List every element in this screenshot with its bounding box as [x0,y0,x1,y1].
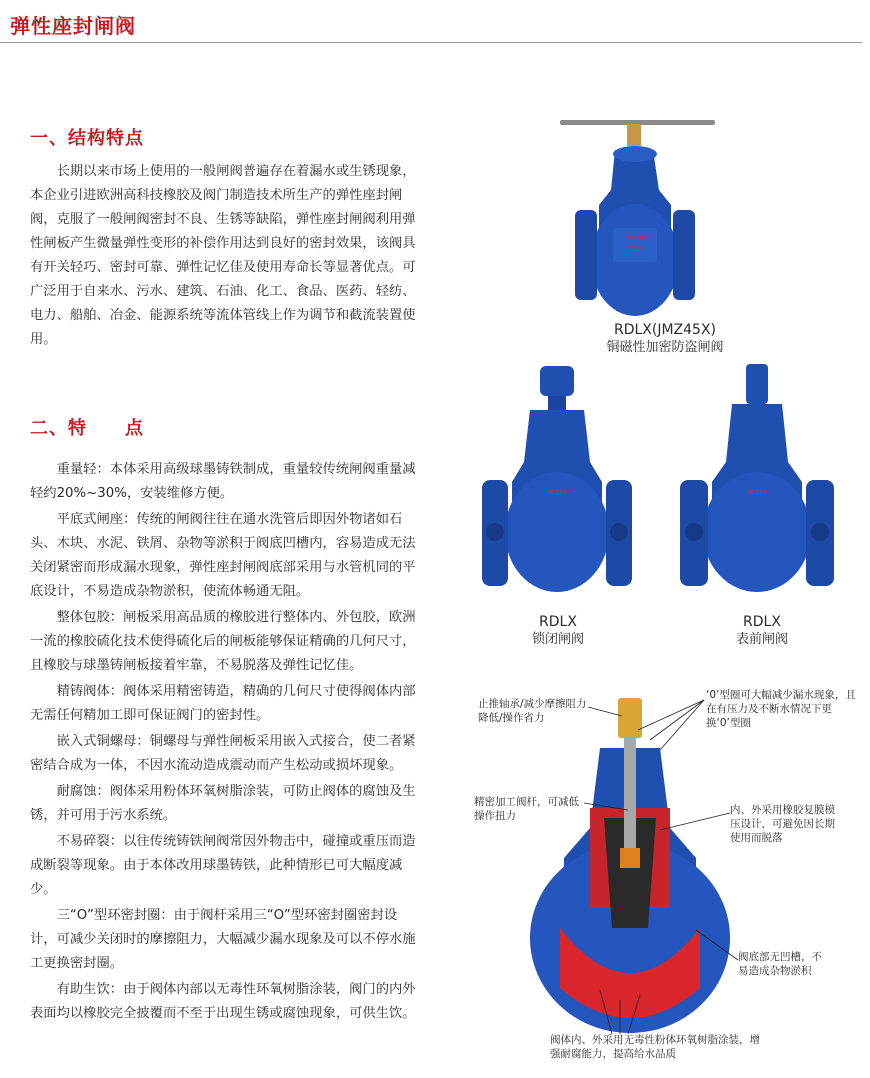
product-model: RDLX(JMZ45X) [613,322,717,338]
structure-text: 长期以来市场上使用的一般闸阀普遍存在着漏水或生锈现象，本企业引进欧洲高科技橡胶及阀门制造技术所生产的弹性座封闸阀，克服了一般闸阀密封不良、生锈等缺陷，弹性座封闸阀利用弹性闸板产生微量弹性变形的补偿作用达到良好的密封效果，该阀具有开关轻巧、密封可靠、弹性记忆佳及使用寿命长等显著优点。可广泛用于自来水、污水、建筑、石油、化工、食品、医药、轻纺、电力、船舶、冶金、能源系统等流体管线上作为调节和截流装置使用。 [30,164,416,347]
feature-item: 精铸阀体：阀体采用精密铸造，精确的几何尺寸使得阀体内部无需任何精加工即可保证阀门的密封性。 [30,684,416,723]
svg-text:PN16: PN16 [627,245,643,252]
product-name: 铜磁性加密防盗闸阀 [606,340,724,355]
feature-item: 嵌入式铜螺母：铜螺母与弹性闸板采用嵌入式接合，使二者紧密结合成为一体，不因水流动造成震动而产生松动或损坏现象。 [30,734,416,773]
annotation-rubber: 内、外采用橡胶复膜模压设计，可避免因长期使用而脱落 [730,804,835,844]
feature-item: 重量轻：本体采用高级球墨铸铁制成，重量较传统闸阀重量减轻约20%~30%，安装维修方便。 [30,462,416,501]
annotation-flat-bottom: 阀底部无凹槽，不易造成杂物淤积 [738,951,822,977]
feature-item: 有助生饮：由于阀体内部以无毒性环氧树脂涂装，阀门的内外表面均以橡胶完全披覆而不至于出现生锈或腐蚀现象，可供生饮。 [30,982,416,1021]
product-model: RDLX [743,614,781,630]
feature-item: 三“O”型环密封圈：由于阀杆采用三“O”型环密封圈密封设计，可减少关闭时的摩擦阻力，大幅减少漏水现象及可以不停水施工更换密封圈。 [30,908,416,971]
section-heading-features: 二、特 点 [30,418,144,439]
feature-item: 耐腐蚀：阀体采用粉体环氧树脂涂装，可防止阀体的腐蚀及生锈，并可用于污水系统。 [30,784,416,823]
annotation-stem: 精密加工阀杆，可减低操作扭力 [474,796,579,822]
product-model: RDLX [539,614,577,630]
page-title: 弹性座封闸阀 [10,14,136,38]
feature-item: 平底式闸座：传统的闸阀往往在通水洗管后即因外物诸如石头、木块、水泥、铁屑、杂物等淤积于阀底凹槽内，容易造成无法关闭紧密而形成漏水现象，弹性座封闸阀底部采用与水管机同的平底设计，不易造成杂物淤积，使流体畅通无阻。 [30,512,416,599]
section-heading-structure: 一、结构特点 [30,128,144,149]
annotation-bearing: 止推轴承/减少摩擦阻力降低/操作省力 [478,698,587,724]
svg-text:DN100: DN100 [624,235,646,242]
product-name: 锁闭闸阀 [531,632,584,647]
annotation-coating: 阀体内、外采用无毒性粉体环氧树脂涂装，增强耐腐能力，提高给水品质 [550,1034,760,1060]
feature-item: 整体包胶：闸板采用高品质的橡胶进行整体内、外包胶，欧洲一流的橡胶硫化技术使得硫化后的闸板能够保证精确的几何尺寸，且橡胶与球墨铸闸板接着牢靠，不易脱落及弹性记忆佳。 [30,610,416,673]
product-name: 表前闸阀 [735,632,788,647]
svg-text:DN150: DN150 [546,489,568,496]
svg-text:DN150: DN150 [746,489,768,496]
feature-item: 不易碎裂：以往传统铸铁闸阀常因外物击中，碰撞或重压而造成断裂等现象。由于本体改用球墨铸铁，此种情形已可大幅度减少。 [30,834,416,897]
annotation-oring: ‘0’型圈可大幅减少漏水现象，且在有压力及不断水情况下更换‘0’型圈 [706,689,856,729]
